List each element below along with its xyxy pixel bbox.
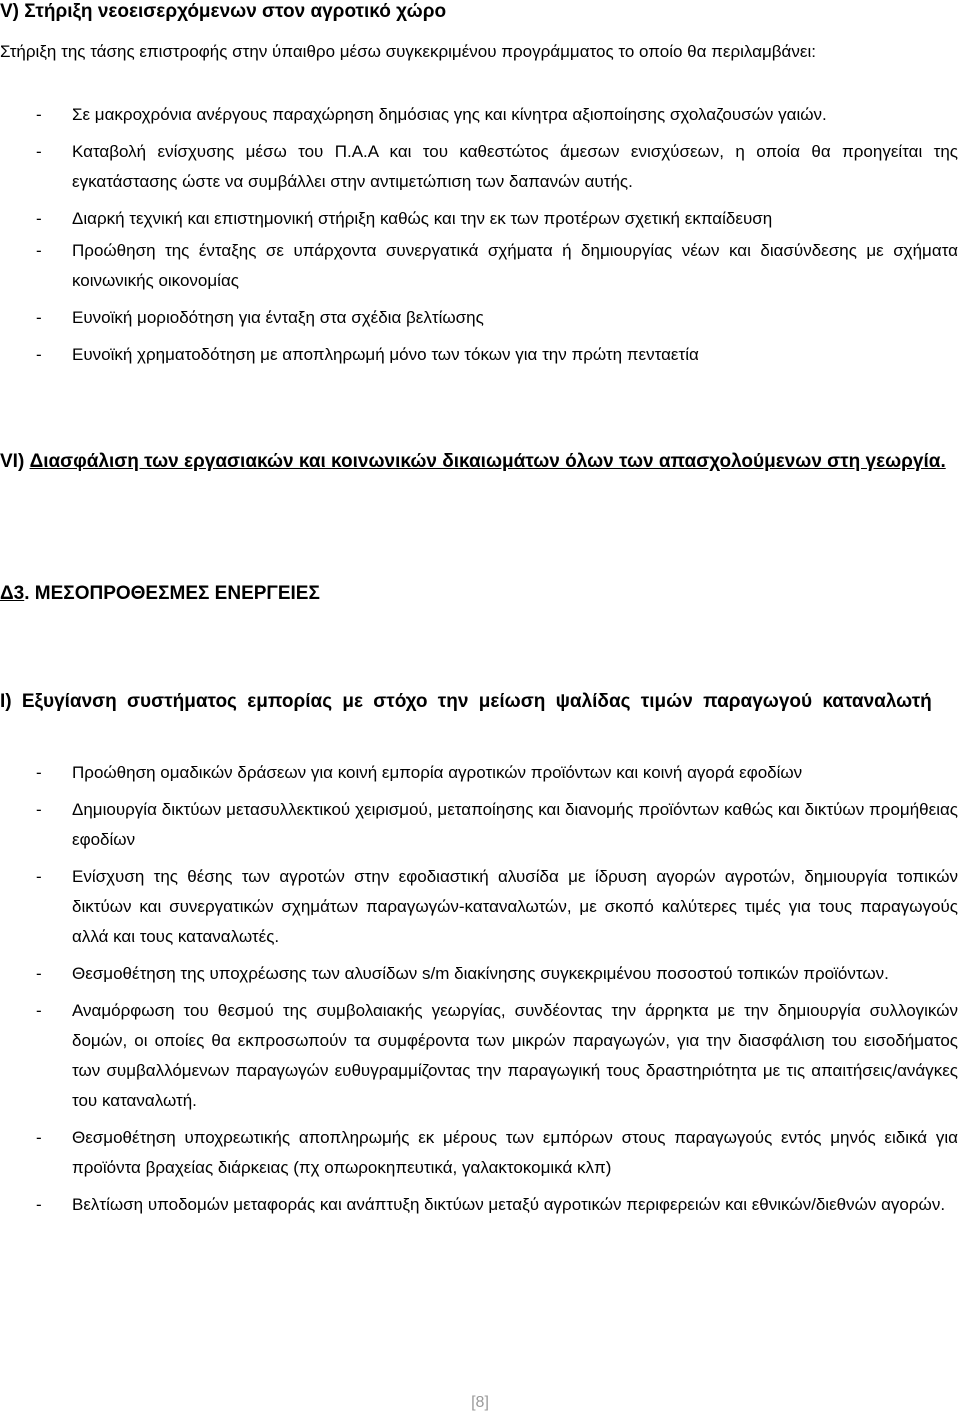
- dash-bullet: -: [36, 105, 42, 124]
- section-i-list: [0, 758, 958, 1227]
- dash-bullet: -: [36, 308, 42, 327]
- list-item: - Διαρκή τεχνική και επιστημονική στήριξη καθώς και την εκ των προτέρων σχετική εκπαίδευση: [0, 204, 958, 234]
- list-item: - Καταβολή ενίσχυσης μέσω του Π.Α.Α και του καθεστώτος άμεσων ενισχύσεων, η οποία θα προηγείται της εγκατάστασης ώστε να συμβάλλει στην αντιμετώπιση των δαπανών αυτής.: [0, 137, 958, 197]
- list-item: - Προώθηση της ένταξης σε υπάρχοντα συνεργατικά σχήματα ή δημιουργίας νέων και διασύνδεσης με σχήματα κοινωνικής οικονομίας: [0, 236, 958, 296]
- list-item: - Θεσμοθέτηση της υποχρέωσης των αλυσίδων s/m διακίνησης συγκεκριμένου ποσοστού τοπικών προϊόντων.: [0, 959, 958, 989]
- list-item: - Θεσμοθέτηση υποχρεωτικής αποπληρωμής εκ μέρους των εμπόρων στους παραγωγούς εντός μηνός ειδικά για προϊόντα βραχείας διάρκειας (πχ οπωροκηπευτικά, γαλακτοκομικά κλπ): [0, 1123, 958, 1183]
- section-i-heading: Ι) Εξυγίανση συστήματος εμπορίας με στόχο την μείωση ψαλίδας τιμών παραγωγού καταναλωτή: [0, 691, 932, 712]
- dash-bullet: -: [36, 867, 42, 886]
- list-item: - Ευνοϊκή χρηματοδότηση με αποπληρωμή μόνο των τόκων για την πρώτη πενταετία: [0, 340, 958, 370]
- section-vi-title: Διασφάλιση των εργασιακών και κοινωνικών δικαιωμάτων όλων των απασχολούμενων στη γεωργία.: [29, 451, 946, 472]
- list-item: - Δημιουργία δικτύων μετασυλλεκτικού χειρισμού, μεταποίησης και διανομής προϊόντων καθώς και δικτύων προμήθειας εφοδίων: [0, 795, 958, 855]
- list-item: - Ενίσχυση της θέσης των αγροτών στην εφοδιαστική αλυσίδα με ίδρυση αγορών αγροτών, δημιουργία τοπικών δικτύων και συνεργατικών σχημάτων παραγωγών-καταναλωτών, με σκοπό καλύτερες τιμές για τους παραγωγούς αλλά και τους καταναλωτές.: [0, 862, 958, 952]
- list-item: - Προώθηση ομαδικών δράσεων για κοινή εμπορία αγροτικών προϊόντων και κοινή αγορά εφοδίων: [0, 758, 958, 788]
- section-vi-heading: VI) Διασφάλιση των εργασιακών και κοινωνικών δικαιωμάτων όλων των απασχολούμενων στη γεωργία.: [0, 451, 946, 472]
- dash-bullet: -: [36, 964, 42, 983]
- dash-bullet: -: [36, 241, 42, 260]
- dash-bullet: -: [36, 763, 42, 782]
- d3-code: Δ3: [0, 583, 25, 604]
- dash-bullet: -: [36, 142, 42, 161]
- dash-bullet: -: [36, 1001, 42, 1020]
- d3-heading: [0, 578, 958, 609]
- page-number: [8]: [471, 1394, 489, 1411]
- dash-bullet: -: [36, 1128, 42, 1147]
- list-item: - Ευνοϊκή μοριοδότηση για ένταξη στα σχέδια βελτίωσης: [0, 303, 958, 333]
- dash-bullet: -: [36, 800, 42, 819]
- list-item: - Αναμόρφωση του θεσμού της συμβολαιακής γεωργίας, συνδέοντας την άρρηκτα με την δημιουργία συλλογικών δομών, οι οποίες θα εκπροσωπούν τα συμφέροντα των μικρών παραγωγών, για την διασφάλιση του εισοδήματος των συμβαλλόμενων παραγωγών ευθυγραμμίζοντας την παραγωγική τους δραστηριότητα με τις απαιτήσεις/ανάγκες του καταναλωτή.: [0, 996, 958, 1116]
- d3-title: . ΜΕΣΟΠΡΟΘΕΣΜΕΣ ΕΝΕΡΓΕΙΕΣ: [24, 583, 320, 604]
- list-item: - Σε μακροχρόνια ανέργους παραχώρηση δημόσιας γης και κίνητρα αξιοποίησης σχολαζουσών γαιών.: [0, 100, 958, 130]
- dash-bullet: -: [36, 345, 42, 364]
- list-item: - Βελτίωση υποδομών μεταφοράς και ανάπτυξη δικτύων μεταξύ αγροτικών περιφερειών και εθνικών/διεθνών αγορών.: [0, 1190, 958, 1220]
- dash-bullet: -: [36, 1195, 42, 1214]
- section-v-list: [0, 100, 958, 377]
- section-v-intro: Στήριξη της τάσης επιστροφής στην ύπαιθρο μέσω συγκεκριμένου προγράμματος το οποίο θα περιλαμβάνει:: [0, 42, 816, 61]
- dash-bullet: -: [36, 209, 42, 228]
- section-v-heading: V) Στήριξη νεοεισερχόμενων στον αγροτικό χώρο: [0, 1, 447, 22]
